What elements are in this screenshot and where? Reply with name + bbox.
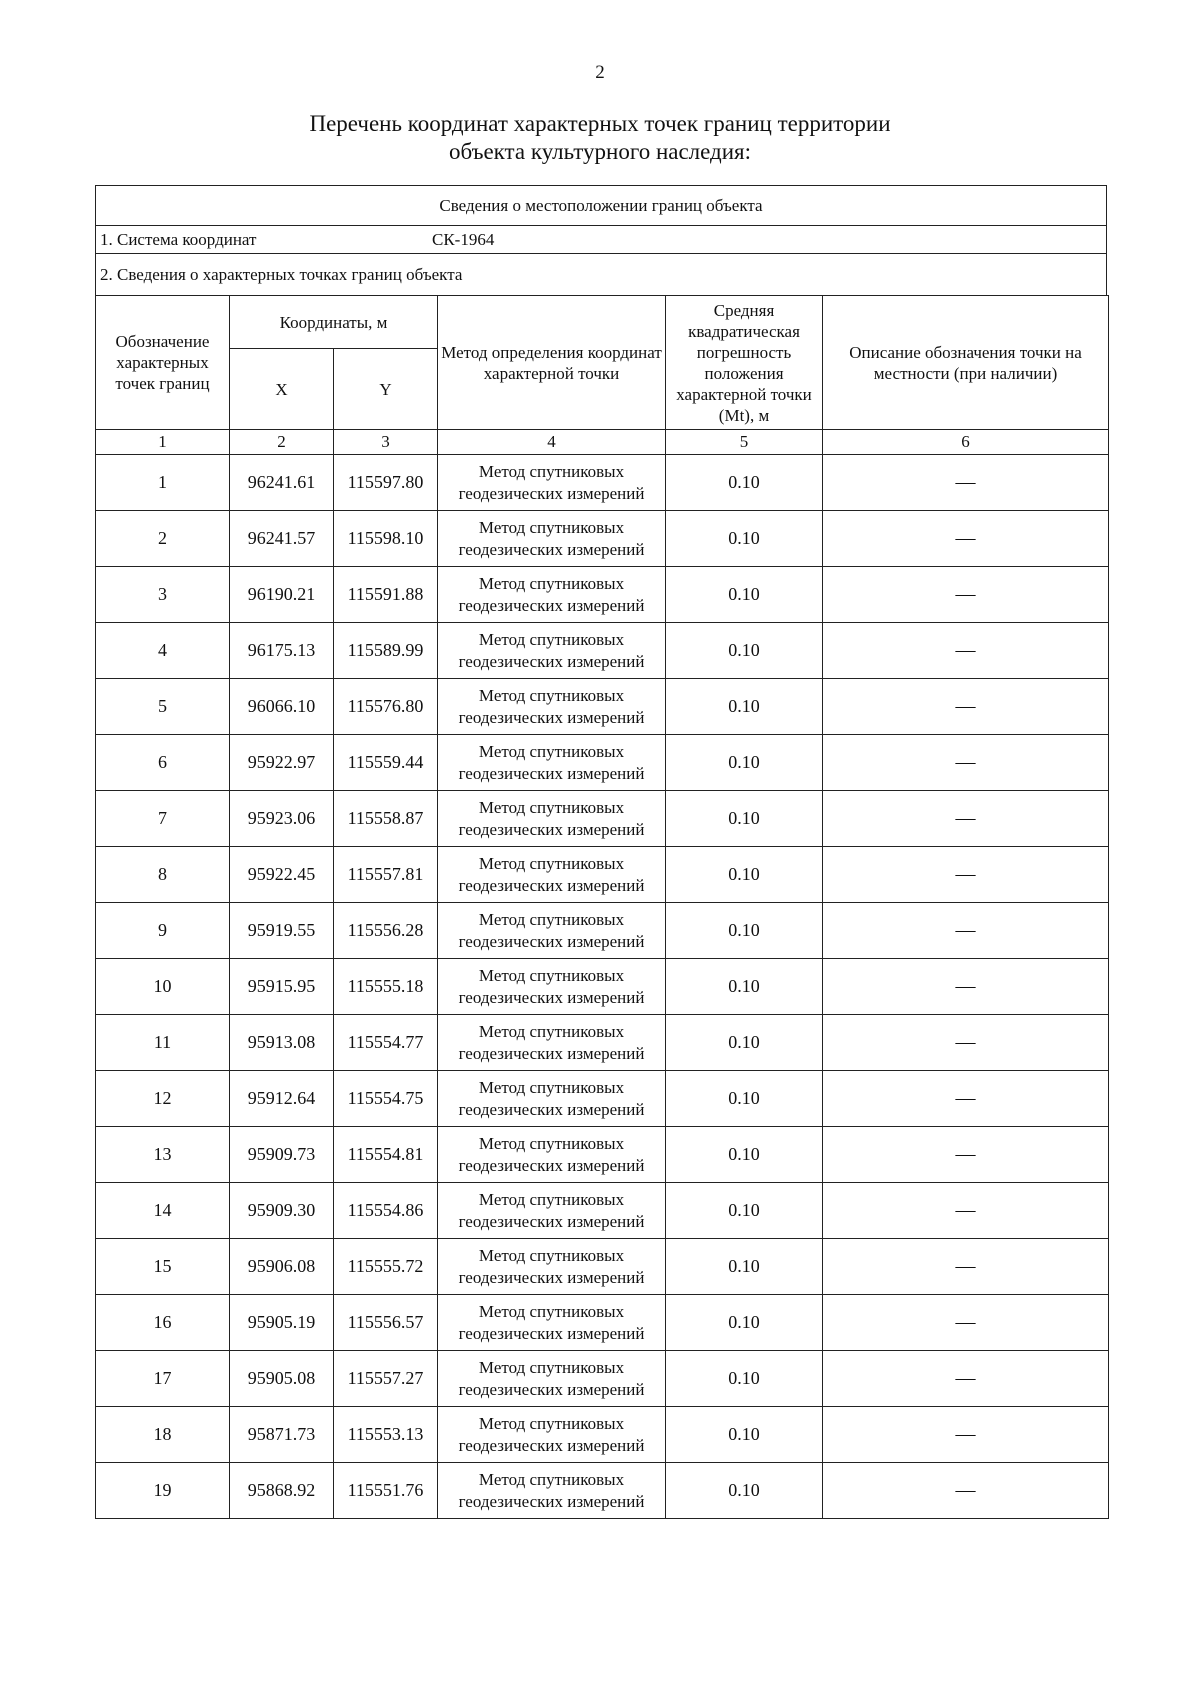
table-row (96, 847, 1109, 903)
y-coordinate-cell: 115556.57 (334, 1295, 438, 1351)
table-row (96, 1239, 1109, 1295)
error-cell: 0.10 (666, 679, 823, 735)
y-coordinate-cell: 115556.28 (334, 903, 438, 959)
x-coordinate-cell: 95909.73 (230, 1127, 334, 1183)
error-cell: 0.10 (666, 455, 823, 511)
table-row (96, 623, 1109, 679)
description-cell: — (823, 735, 1109, 791)
description-cell: — (823, 511, 1109, 567)
method-cell: Метод спутниковых геодезических измерений (438, 1351, 666, 1407)
error-cell: 0.10 (666, 1183, 823, 1239)
column-number: 6 (823, 430, 1109, 455)
method-cell: Метод спутниковых геодезических измерений (438, 679, 666, 735)
x-coordinate-cell: 96066.10 (230, 679, 334, 735)
header-x: X (230, 349, 334, 430)
y-coordinate-cell: 115554.77 (334, 1015, 438, 1071)
error-cell: 0.10 (666, 1295, 823, 1351)
x-coordinate-cell: 95915.95 (230, 959, 334, 1015)
header-method: Метод определения координат характерной точки (438, 296, 666, 430)
table-row (96, 679, 1109, 735)
method-cell: Метод спутниковых геодезических измерений (438, 959, 666, 1015)
error-cell: 0.10 (666, 959, 823, 1015)
description-cell: — (823, 903, 1109, 959)
table-row (96, 735, 1109, 791)
x-coordinate-cell: 96175.13 (230, 623, 334, 679)
error-cell: 0.10 (666, 1239, 823, 1295)
error-cell: 0.10 (666, 791, 823, 847)
table-row (96, 1407, 1109, 1463)
point-number-cell: 5 (96, 679, 230, 735)
table-body (96, 455, 1109, 1519)
title-line-1: Перечень координат характерных точек границ территории (309, 111, 891, 136)
description-cell: — (823, 1183, 1109, 1239)
point-number-cell: 6 (96, 735, 230, 791)
table-row (96, 1127, 1109, 1183)
coordinate-system-value: СК-1964 (432, 230, 495, 249)
method-cell: Метод спутниковых геодезических измерений (438, 567, 666, 623)
method-cell: Метод спутниковых геодезических измерений (438, 847, 666, 903)
x-coordinate-cell: 95909.30 (230, 1183, 334, 1239)
x-coordinate-cell: 95871.73 (230, 1407, 334, 1463)
error-cell: 0.10 (666, 847, 823, 903)
method-cell: Метод спутниковых геодезических измерений (438, 1127, 666, 1183)
points-section-label: 2. Сведения о характерных точках границ объекта (96, 254, 1106, 296)
description-cell: — (823, 455, 1109, 511)
description-cell: — (823, 1015, 1109, 1071)
table-row (96, 791, 1109, 847)
table-row (96, 455, 1109, 511)
method-cell: Метод спутниковых геодезических измерений (438, 1239, 666, 1295)
column-numbers-row (96, 430, 1109, 455)
column-number: 2 (230, 430, 334, 455)
table-row (96, 1071, 1109, 1127)
document-title (0, 110, 1200, 166)
y-coordinate-cell: 115555.72 (334, 1239, 438, 1295)
error-cell: 0.10 (666, 623, 823, 679)
point-number-cell: 9 (96, 903, 230, 959)
coordinate-system-label: 1. Система координат (100, 230, 257, 249)
y-coordinate-cell: 115555.18 (334, 959, 438, 1015)
y-coordinate-cell: 115559.44 (334, 735, 438, 791)
x-coordinate-cell: 96241.57 (230, 511, 334, 567)
title-line-2: объекта культурного наследия: (448, 139, 752, 164)
error-cell: 0.10 (666, 1351, 823, 1407)
point-number-cell: 16 (96, 1295, 230, 1351)
method-cell: Метод спутниковых геодезических измерений (438, 791, 666, 847)
description-cell: — (823, 1071, 1109, 1127)
method-cell: Метод спутниковых геодезических измерений (438, 903, 666, 959)
table-row (96, 1351, 1109, 1407)
x-coordinate-cell: 95923.06 (230, 791, 334, 847)
description-cell: — (823, 679, 1109, 735)
point-number-cell: 14 (96, 1183, 230, 1239)
y-coordinate-cell: 115553.13 (334, 1407, 438, 1463)
method-cell: Метод спутниковых геодезических измерений (438, 1071, 666, 1127)
point-number-cell: 12 (96, 1071, 230, 1127)
method-cell: Метод спутниковых геодезических измерений (438, 1463, 666, 1519)
header-designation: Обозначение характерных точек границ (96, 296, 230, 430)
description-cell: — (823, 847, 1109, 903)
y-coordinate-cell: 115597.80 (334, 455, 438, 511)
x-coordinate-cell: 95905.19 (230, 1295, 334, 1351)
x-coordinate-cell: 95913.08 (230, 1015, 334, 1071)
table-row (96, 959, 1109, 1015)
header-y: Y (334, 349, 438, 430)
y-coordinate-cell: 115558.87 (334, 791, 438, 847)
error-cell: 0.10 (666, 1127, 823, 1183)
point-number-cell: 15 (96, 1239, 230, 1295)
x-coordinate-cell: 95868.92 (230, 1463, 334, 1519)
point-number-cell: 4 (96, 623, 230, 679)
y-coordinate-cell: 115591.88 (334, 567, 438, 623)
table-row (96, 1015, 1109, 1071)
header-description: Описание обозначения точки на местности (при наличии) (823, 296, 1109, 430)
y-coordinate-cell: 115554.86 (334, 1183, 438, 1239)
y-coordinate-cell: 115589.99 (334, 623, 438, 679)
x-coordinate-cell: 95905.08 (230, 1351, 334, 1407)
column-number: 1 (96, 430, 230, 455)
method-cell: Метод спутниковых геодезических измерений (438, 1015, 666, 1071)
error-cell: 0.10 (666, 1407, 823, 1463)
method-cell: Метод спутниковых геодезических измерений (438, 623, 666, 679)
table-row (96, 903, 1109, 959)
column-number: 5 (666, 430, 823, 455)
point-number-cell: 3 (96, 567, 230, 623)
y-coordinate-cell: 115557.27 (334, 1351, 438, 1407)
table-row (96, 1295, 1109, 1351)
y-coordinate-cell: 115551.76 (334, 1463, 438, 1519)
boundary-info-block (95, 185, 1107, 296)
y-coordinate-cell: 115598.10 (334, 511, 438, 567)
y-coordinate-cell: 115557.81 (334, 847, 438, 903)
error-cell: 0.10 (666, 1463, 823, 1519)
x-coordinate-cell: 95912.64 (230, 1071, 334, 1127)
method-cell: Метод спутниковых геодезических измерений (438, 1407, 666, 1463)
method-cell: Метод спутниковых геодезических измерений (438, 1183, 666, 1239)
point-number-cell: 2 (96, 511, 230, 567)
description-cell: — (823, 1351, 1109, 1407)
error-cell: 0.10 (666, 735, 823, 791)
point-number-cell: 13 (96, 1127, 230, 1183)
description-cell: — (823, 623, 1109, 679)
method-cell: Метод спутниковых геодезических измерений (438, 511, 666, 567)
point-number-cell: 8 (96, 847, 230, 903)
column-number: 4 (438, 430, 666, 455)
coordinate-system-row (96, 226, 1106, 254)
description-cell: — (823, 1463, 1109, 1519)
x-coordinate-cell: 96241.61 (230, 455, 334, 511)
header-error: Средняя квадратическая погрешность положения характерной точки (Mt), м (666, 296, 823, 430)
description-cell: — (823, 791, 1109, 847)
x-coordinate-cell: 95922.45 (230, 847, 334, 903)
point-number-cell: 11 (96, 1015, 230, 1071)
y-coordinate-cell: 115576.80 (334, 679, 438, 735)
point-number-cell: 17 (96, 1351, 230, 1407)
point-number-cell: 7 (96, 791, 230, 847)
method-cell: Метод спутниковых геодезических измерений (438, 455, 666, 511)
x-coordinate-cell: 96190.21 (230, 567, 334, 623)
point-number-cell: 1 (96, 455, 230, 511)
description-cell: — (823, 1127, 1109, 1183)
description-cell: — (823, 1239, 1109, 1295)
coordinates-table (95, 295, 1109, 1519)
error-cell: 0.10 (666, 511, 823, 567)
table-row (96, 567, 1109, 623)
page-number: 2 (595, 62, 605, 83)
description-cell: — (823, 959, 1109, 1015)
table-row (96, 1183, 1109, 1239)
description-cell: — (823, 1407, 1109, 1463)
error-cell: 0.10 (666, 1071, 823, 1127)
y-coordinate-cell: 115554.75 (334, 1071, 438, 1127)
table-row (96, 1463, 1109, 1519)
x-coordinate-cell: 95922.97 (230, 735, 334, 791)
x-coordinate-cell: 95906.08 (230, 1239, 334, 1295)
point-number-cell: 19 (96, 1463, 230, 1519)
point-number-cell: 10 (96, 959, 230, 1015)
error-cell: 0.10 (666, 1015, 823, 1071)
error-cell: 0.10 (666, 567, 823, 623)
description-cell: — (823, 567, 1109, 623)
header-coordinates: Координаты, м (230, 296, 438, 349)
info-header: Сведения о местоположении границ объекта (96, 186, 1106, 226)
method-cell: Метод спутниковых геодезических измерений (438, 1295, 666, 1351)
x-coordinate-cell: 95919.55 (230, 903, 334, 959)
error-cell: 0.10 (666, 903, 823, 959)
method-cell: Метод спутниковых геодезических измерений (438, 735, 666, 791)
point-number-cell: 18 (96, 1407, 230, 1463)
table-row (96, 511, 1109, 567)
description-cell: — (823, 1295, 1109, 1351)
column-number: 3 (334, 430, 438, 455)
y-coordinate-cell: 115554.81 (334, 1127, 438, 1183)
